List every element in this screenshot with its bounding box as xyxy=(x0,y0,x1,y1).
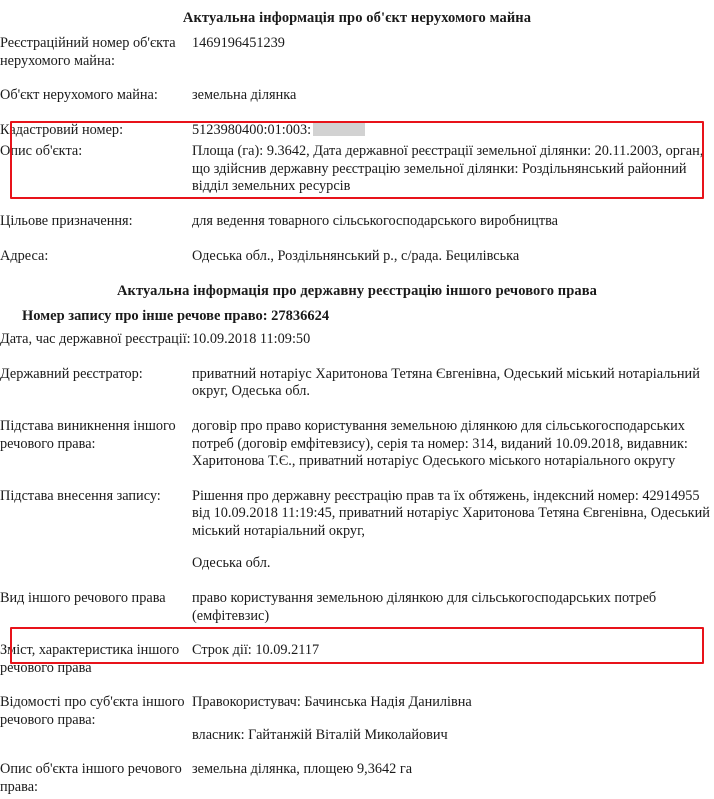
table-row xyxy=(0,416,714,473)
row-value: приватний нотаріус Харитонова Тетяна Євгенівна, Одеський міський нотаріальний округ, Одеська обл. xyxy=(192,365,700,400)
row-value: земельна ділянка, площею 9,3642 га xyxy=(192,761,413,778)
table-row xyxy=(0,364,714,403)
row-value: Одеська обл., Роздільнянський р., с/рада. Бецилівська xyxy=(192,247,520,264)
right-info-table xyxy=(0,329,714,798)
row-value: договір про право користування земельною ділянкою для сільськогосподарських потреб (договір емфітевзису), серія та номер: 314, виданий 10.09.2018, видавник: Харитонова Т.Є., приватний нотаріус Одеського міського нотаріального округу xyxy=(192,417,688,470)
table-row xyxy=(0,211,714,233)
row-value-line2: власник: Гайтанжій Віталій Миколайович xyxy=(192,726,448,743)
row-value: 1469196451239 xyxy=(192,35,285,51)
row-label: Державний реєстратор: xyxy=(0,365,143,382)
row-value-line1: Правокористувач: Бачинська Надія Данилівна xyxy=(192,694,472,711)
table-row xyxy=(0,120,714,142)
row-value-line1: Рішення про державну реєстрацію прав та їх обтяжень, індексний номер: 42914955 від 10.09.2018 11:19:45, приватний нотаріус Харитонова Тетяна Євгенівна, Одеський міський нотаріальний округ, xyxy=(192,487,710,539)
row-value xyxy=(192,486,714,575)
record-number-label: Номер запису про інше речове право: 27836624 xyxy=(22,308,330,325)
row-label: Вид іншого речового права xyxy=(0,589,166,606)
row-label: Об'єкт нерухомого майна: xyxy=(0,87,158,104)
property-info-table xyxy=(0,33,714,267)
spacer-row xyxy=(0,679,714,692)
row-value xyxy=(192,692,714,746)
row-value-cadastral xyxy=(192,120,714,142)
row-value: Строк дії: 10.09.2117 xyxy=(192,642,320,659)
row-label: Відомості про суб'єкта іншого речового права: xyxy=(0,694,185,728)
row-value: земельна ділянка xyxy=(192,87,297,104)
table-row xyxy=(0,588,714,627)
row-value: право користування земельною ділянкою для сільськогосподарських потреб (емфітевзис) xyxy=(192,589,657,624)
section-title-property: Актуальна інформація про об'єкт нерухомого майна xyxy=(182,10,532,26)
row-label: Кадастровий номер: xyxy=(0,121,124,138)
line-gap xyxy=(192,712,714,727)
table-row xyxy=(0,329,714,351)
spacer-row xyxy=(0,627,714,640)
row-label: Підстава виникнення іншого речового права: xyxy=(0,417,176,452)
table-row xyxy=(0,246,714,268)
table-row xyxy=(0,640,714,679)
spacer-row xyxy=(0,575,714,588)
table-row xyxy=(0,692,714,746)
line-gap xyxy=(192,540,714,555)
row-label: Опис об'єкта іншого речового права: xyxy=(0,761,182,796)
row-label: Зміст, характеристика іншого речового права xyxy=(0,642,180,676)
spacer-row xyxy=(0,198,714,211)
table-row xyxy=(0,141,714,198)
row-label: Опис об'єкта: xyxy=(0,143,83,160)
spacer-row xyxy=(0,107,714,120)
redaction-block xyxy=(313,123,365,136)
row-label: Підстава внесення запису: xyxy=(0,487,161,504)
table-row xyxy=(0,486,714,575)
row-label: Адреса: xyxy=(0,247,49,264)
spacer-row xyxy=(0,473,714,486)
row-label: Цільове призначення: xyxy=(0,213,133,230)
row-value: Площа (га): 9.3642, Дата державної реєстрації земельної ділянки: 20.11.2003, орган, що здійснив державну реєстрацію земельної ділянки: Роздільнянський районний відділ земельних ресурсів xyxy=(192,143,704,195)
row-value: для ведення товарного сільськогосподарського виробництва xyxy=(192,213,559,230)
table-row xyxy=(0,33,714,72)
table-row xyxy=(0,85,714,107)
table-row xyxy=(0,759,714,798)
row-label: Реєстраційний номер об'єкта нерухомого майна: xyxy=(0,35,176,69)
spacer-row xyxy=(0,72,714,85)
spacer-row xyxy=(0,233,714,246)
spacer-row xyxy=(0,351,714,364)
row-value: 10.09.2018 11:09:50 xyxy=(192,331,311,348)
section-title-right: Актуальна інформація про державну реєстрацію іншого речового права xyxy=(116,283,598,300)
cadastral-number: 5123980400:01:003: xyxy=(192,121,312,138)
spacer-row xyxy=(0,746,714,759)
row-value-line2: Одеська обл. xyxy=(192,555,271,572)
row-label: Дата, час державної реєстрації: xyxy=(0,331,191,348)
spacer-row xyxy=(0,403,714,416)
